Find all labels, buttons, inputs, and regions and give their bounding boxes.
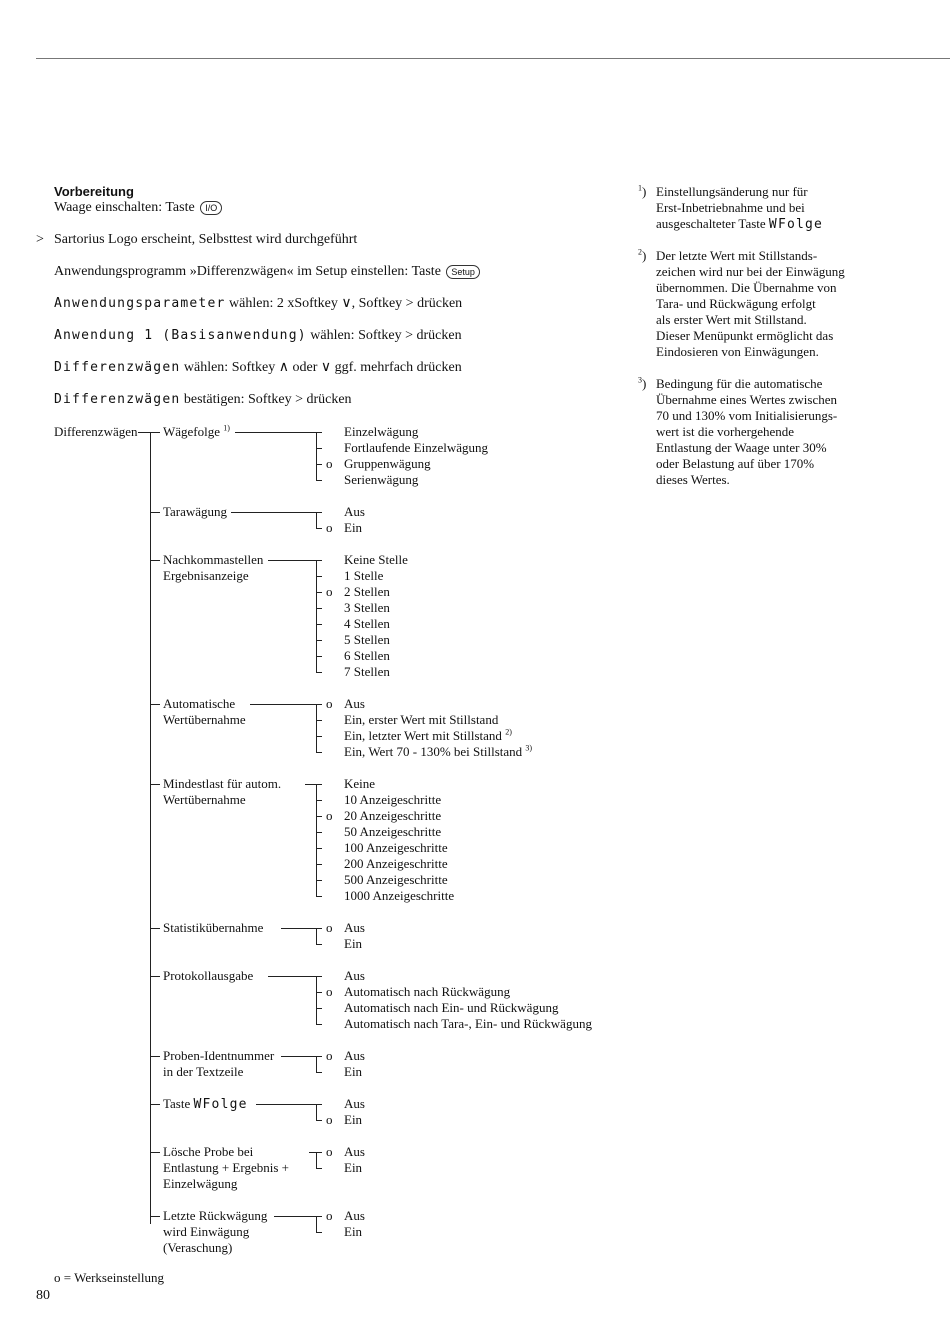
option-label: Keine	[344, 776, 376, 791]
display-text: Differenzwägen	[54, 360, 181, 375]
prep-step-4	[54, 392, 352, 408]
step-text: wählen: 2 xSoftkey ∨, Softkey > drücken	[225, 296, 463, 311]
footnote-line: Dieser Menüpunkt ermöglicht das	[656, 328, 834, 343]
prep-step-3	[54, 360, 462, 376]
factory-default-marker: o	[326, 1112, 333, 1127]
option-label: Ein	[344, 1112, 363, 1127]
factory-default-marker: o	[326, 984, 333, 999]
factory-default-marker: o	[326, 808, 333, 823]
prep-line-1	[54, 200, 222, 216]
option-label: Fortlaufende Einzelwägung	[344, 440, 489, 455]
options-bracket	[316, 976, 317, 1025]
footnote-line: Bedingung für die automatische	[656, 376, 823, 391]
group-connector	[235, 432, 316, 433]
option-tick	[316, 1168, 322, 1169]
option-label: Einzelwägung	[344, 424, 419, 439]
options-bracket	[316, 512, 317, 529]
options-bracket	[316, 704, 317, 753]
option-label: Ein	[344, 1064, 363, 1079]
option-label: 7 Stellen	[344, 664, 390, 679]
option-tick	[316, 1232, 322, 1233]
option-tick	[316, 448, 322, 449]
footnote-line: zeichen wird nur bei der Einwägung	[656, 264, 845, 279]
group-label: Taste WFolge	[163, 1096, 248, 1112]
option-tick	[316, 1120, 322, 1121]
options-bracket	[316, 1152, 317, 1169]
prep-step-2	[54, 328, 462, 344]
option-tick	[316, 624, 322, 625]
group-label: Lösche Probe bei	[163, 1144, 254, 1159]
option-tick	[316, 464, 322, 465]
option-tick	[316, 1072, 322, 1073]
option-label: 200 Anzeigeschritte	[344, 856, 448, 871]
footnote-number-digit: 3	[638, 375, 642, 385]
footnote-line: Tara- und Rückwägung erfolgt	[656, 296, 816, 311]
option-tick	[316, 752, 322, 753]
prep-step-1	[54, 296, 462, 312]
group-connector	[281, 928, 316, 929]
group-label: Mindestlast für autom.	[163, 776, 282, 791]
factory-default-marker: o	[326, 584, 333, 599]
option-label: Automatisch nach Ein- und Rückwägung	[344, 1000, 559, 1015]
footnote-line: Entlastung der Waage unter 30%	[656, 440, 827, 455]
option-tick	[316, 704, 322, 705]
group-label: wird Einwägung	[163, 1224, 250, 1239]
option-tick	[316, 1024, 322, 1025]
group-connector	[305, 784, 316, 785]
prep-arrow: >	[36, 232, 44, 247]
option-label: 3 Stellen	[344, 600, 390, 615]
step-text: wählen: Softkey ∧ oder ∨ ggf. mehrfach drücken	[180, 360, 462, 375]
option-tick	[316, 528, 322, 529]
footnote-line: dieses Wertes.	[656, 472, 730, 487]
group-label: Statistikübernahme	[163, 920, 264, 935]
footnote-number: $^1$)	[638, 183, 647, 199]
footnote-number: $^3$)	[638, 375, 647, 391]
step-text: wählen: Softkey > drücken	[306, 328, 462, 343]
step-text: bestätigen: Softkey > drücken	[180, 392, 352, 407]
group-label: Einzelwägung	[163, 1176, 238, 1191]
option-label: Ein, Wert 70 - 130% bei Stillstand $^{3)}$	[344, 743, 533, 759]
option-tick	[316, 992, 322, 993]
option-label: Aus	[344, 920, 365, 935]
group-connector	[268, 976, 316, 977]
prep-line-3	[54, 264, 480, 280]
option-tick	[316, 672, 322, 673]
option-tick	[316, 592, 322, 593]
options-bracket	[316, 1104, 317, 1121]
group-connector	[250, 704, 316, 705]
prep-line-3-text: Anwendungsprogramm »Differenzwägen« im Setup einstellen: Taste	[54, 264, 441, 279]
option-label: Gruppenwägung	[344, 456, 431, 471]
group-label: (Veraschung)	[163, 1240, 233, 1255]
prep-title: Vorbereitung	[54, 184, 134, 199]
tree-branch-tick	[150, 512, 160, 513]
tree-branch-tick	[150, 784, 160, 785]
group-label: in der Textzeile	[163, 1064, 244, 1079]
option-tick	[316, 944, 322, 945]
option-label: Aus	[344, 1096, 365, 1111]
option-tick	[316, 896, 322, 897]
option-tick	[316, 512, 322, 513]
page-number: 80	[36, 1288, 50, 1303]
option-label: 500 Anzeigeschritte	[344, 872, 448, 887]
options-bracket	[316, 1056, 317, 1073]
footnote-line: als erster Wert mit Stillstand.	[656, 312, 807, 327]
display-text: Differenzwägen	[54, 392, 181, 407]
tree-branch-tick	[150, 928, 160, 929]
option-label: Ein	[344, 936, 363, 951]
tree-branch-tick	[150, 560, 160, 561]
tree-branch-tick	[150, 704, 160, 705]
option-label: Keine Stelle	[344, 552, 408, 567]
footnote-number-digit: 2	[638, 247, 642, 257]
option-tick	[316, 816, 322, 817]
option-tick	[316, 432, 322, 433]
option-label: Aus	[344, 1208, 365, 1223]
option-tick	[316, 480, 322, 481]
option-tick	[316, 1216, 322, 1217]
option-sup: 3)	[525, 743, 533, 753]
tree-branch-tick	[150, 1104, 160, 1105]
tree-branch-tick	[150, 1056, 160, 1057]
footnote-line: Eindosieren von Einwägungen.	[656, 344, 819, 359]
factory-default-marker: o	[326, 1048, 333, 1063]
tree-spine	[150, 432, 151, 1224]
option-label: 1000 Anzeigeschritte	[344, 888, 455, 903]
option-label: Automatisch nach Rückwägung	[344, 984, 511, 999]
io-key-icon: I/O	[200, 201, 222, 215]
group-label-sup: 1)	[223, 423, 230, 433]
option-tick	[316, 800, 322, 801]
group-label: Entlastung + Ergebnis +	[163, 1160, 289, 1175]
group-connector	[268, 560, 316, 561]
option-tick	[316, 560, 322, 561]
option-tick	[316, 976, 322, 977]
option-label: Aus	[344, 1048, 365, 1063]
group-connector	[256, 1104, 316, 1105]
option-label: Ein	[344, 1160, 363, 1175]
prep-line-2: Sartorius Logo erscheint, Selbsttest wird durchgeführt	[54, 232, 358, 247]
footnote-line: Der letzte Wert mit Stillstands-	[656, 248, 818, 263]
option-label: Ein	[344, 520, 363, 535]
factory-default-marker: o	[326, 520, 333, 535]
option-tick	[316, 1008, 322, 1009]
group-label: Tarawägung	[163, 504, 228, 519]
tree-branch-tick	[150, 1152, 160, 1153]
footnote-number: $^2$)	[638, 247, 647, 263]
option-label: 2 Stellen	[344, 584, 390, 599]
factory-default-marker: o	[326, 696, 333, 711]
option-tick	[316, 656, 322, 657]
footnote-line: Übernahme eines Wertes zwischen	[656, 392, 838, 407]
option-tick	[316, 736, 322, 737]
display-text: Anwendungsparameter	[54, 296, 226, 311]
option-tick	[316, 864, 322, 865]
option-label: 5 Stellen	[344, 632, 390, 647]
group-label: Wägefolge $^{1)}$	[163, 423, 230, 439]
option-tick	[316, 1104, 322, 1105]
group-connector	[281, 1056, 316, 1057]
option-label: Aus	[344, 504, 365, 519]
group-label: Wertübernahme	[163, 792, 246, 807]
footnote-line: Einstellungsänderung nur für	[656, 184, 808, 199]
footnote-line: wert ist die vorhergehende	[656, 424, 795, 439]
option-label: Aus	[344, 696, 365, 711]
option-tick	[316, 640, 322, 641]
group-connector	[309, 1152, 316, 1153]
options-bracket	[316, 1216, 317, 1233]
footnote-number-digit: 1	[638, 183, 642, 193]
group-label: Ergebnisanzeige	[163, 568, 249, 583]
option-label: Aus	[344, 1144, 365, 1159]
tree-root-label: Differenzwägen	[54, 424, 138, 439]
factory-default-marker: o	[326, 920, 333, 935]
option-tick	[316, 720, 322, 721]
factory-default-marker: o	[326, 1208, 333, 1223]
option-label: 4 Stellen	[344, 616, 390, 631]
footnote-display-text: WFolge	[768, 217, 824, 232]
group-label: Proben-Identnummer	[163, 1048, 275, 1063]
footnote-line: ausgeschalteter Taste WFolge	[656, 216, 824, 232]
tree-branch-tick	[150, 1216, 160, 1217]
tree-branch-tick	[150, 976, 160, 977]
factory-setting-legend: o = Werkseinstellung	[54, 1270, 165, 1285]
footnote-line: übernommen. Die Übernahme von	[656, 280, 837, 295]
factory-default-marker: o	[326, 456, 333, 471]
option-label: 10 Anzeigeschritte	[344, 792, 442, 807]
option-tick	[316, 848, 322, 849]
option-tick	[316, 576, 322, 577]
option-tick	[316, 784, 322, 785]
option-tick	[316, 832, 322, 833]
option-label: 100 Anzeigeschritte	[344, 840, 448, 855]
options-bracket	[316, 928, 317, 945]
option-label: Automatisch nach Tara-, Ein- und Rückwägung	[344, 1016, 592, 1031]
factory-default-marker: o	[326, 1144, 333, 1159]
option-label: Ein	[344, 1224, 363, 1239]
option-label: 20 Anzeigeschritte	[344, 808, 442, 823]
setup-key-icon: Setup	[446, 265, 480, 279]
option-tick	[316, 1152, 322, 1153]
group-label: Protokollausgabe	[163, 968, 254, 983]
option-label: 1 Stelle	[344, 568, 384, 583]
option-label: Serienwägung	[344, 472, 419, 487]
option-label: Ein, letzter Wert mit Stillstand $^{2)}$	[344, 727, 512, 743]
group-connector	[274, 1216, 316, 1217]
group-label: Letzte Rückwägung	[163, 1208, 268, 1223]
group-connector	[231, 512, 316, 513]
footnote-line: 70 und 130% vom Initialisierungs-	[656, 408, 838, 423]
option-tick	[316, 1056, 322, 1057]
tree-branch-tick	[150, 432, 160, 433]
footnote-line: oder Belastung auf über 170%	[656, 456, 815, 471]
tree-root-connector	[138, 432, 150, 433]
option-label: 6 Stellen	[344, 648, 390, 663]
option-tick	[316, 880, 322, 881]
option-label: 50 Anzeigeschritte	[344, 824, 442, 839]
option-sup: 2)	[505, 727, 512, 737]
options-bracket	[316, 432, 317, 481]
top-rule	[36, 58, 950, 59]
group-label-display: WFolge	[193, 1097, 248, 1112]
prep-line-1-text: Waage einschalten: Taste	[54, 200, 195, 215]
option-tick	[316, 928, 322, 929]
group-label: Nachkommastellen	[163, 552, 264, 567]
footnote-line: Erst-Inbetriebnahme und bei	[656, 200, 805, 215]
group-label: Automatische	[163, 696, 236, 711]
option-tick	[316, 608, 322, 609]
option-label: Ein, erster Wert mit Stillstand	[344, 712, 499, 727]
group-label: Wertübernahme	[163, 712, 246, 727]
option-label: Aus	[344, 968, 365, 983]
display-text: Anwendung 1 (Basisanwendung)	[54, 328, 307, 343]
